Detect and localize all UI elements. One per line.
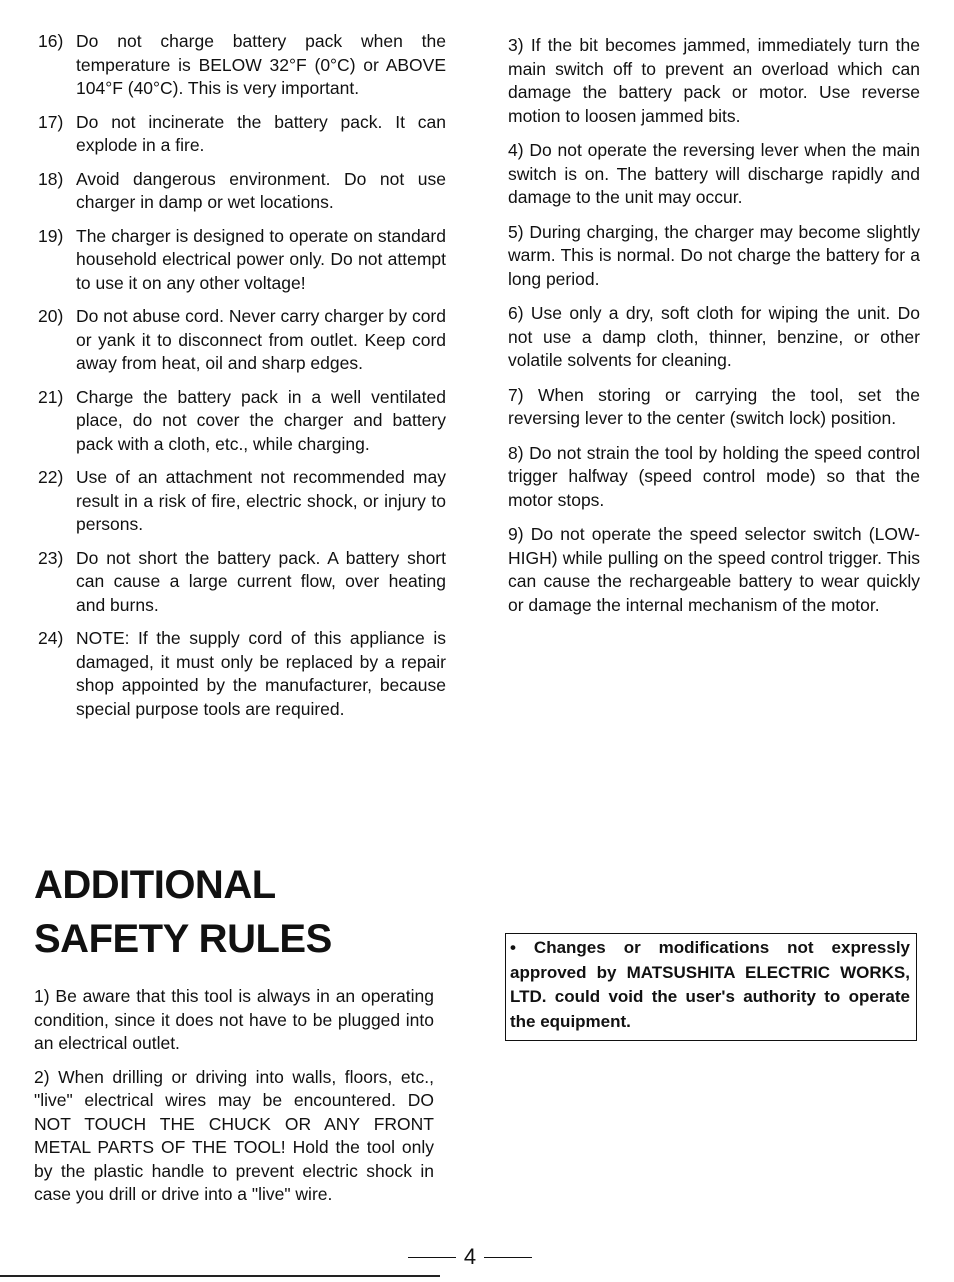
item-number: 6) (508, 303, 524, 323)
item-text: Do not incinerate the battery pack. It can explode in a fire. (76, 111, 446, 155)
list-item (508, 442, 920, 513)
list-item (38, 111, 446, 158)
additional-rules-list (34, 985, 434, 1217)
item-text: Be aware that this tool is always in an operating condition, since it does not have to be plugged into an electrical outlet. (34, 986, 434, 1053)
section-heading (34, 858, 332, 966)
item-number: 21) (38, 386, 64, 407)
item-text: Do not short the battery pack. A battery short can cause a large current flow, over heating and burns. (76, 547, 446, 615)
item-text: Use only a dry, soft cloth for wiping the unit. Do not use a damp cloth, thinner, benzine, or other volatile solvents for cleaning. (508, 303, 920, 370)
item-text: When storing or carrying the tool, set the reversing lever to the center (switch lock) position. (508, 384, 920, 428)
right-rules-list (508, 34, 920, 628)
fcc-notice-box: • Changes or modifications not expressly approved by MATSUSHITA ELECTRIC WORKS, LTD. could void the user's authority to operate the equipment. (505, 933, 917, 1041)
left-rules-list (38, 30, 446, 731)
page-number-dash-left (408, 1257, 456, 1258)
item-text: The charger is designed to operate on standard household electrical power only. Do not attempt to use it on any other voltage! (76, 225, 446, 293)
item-number: 3) (508, 35, 524, 55)
bottom-divider (0, 1275, 440, 1277)
list-item (38, 627, 446, 721)
item-text: Do not operate the speed selector switch (LOW-HIGH) while pulling on the speed control trigger. This can cause the rechargeable battery to wear quickly or damage the internal mechanism of the motor. (508, 524, 920, 615)
item-text: NOTE: If the supply cord of this appliance is damaged, it must only be replaced by a repair shop appointed by the manufacturer, because special purpose tools are required. (76, 628, 446, 719)
item-text: Do not charge battery pack when the temperature is BELOW 32°F (0°C) or ABOVE 104°F (40°C). This is very important. (76, 31, 446, 98)
page-number-value: 4 (463, 1244, 477, 1269)
list-item (38, 168, 446, 215)
item-text: During charging, the charger may become slightly warm. This is normal. Do not charge the battery for a long period. (508, 221, 920, 289)
list-item (508, 34, 920, 128)
list-item (34, 985, 434, 1056)
item-text: Use of an attachment not recommended may result in a risk of fire, electric shock, or injury to persons. (76, 467, 446, 534)
item-number: 9) (508, 524, 524, 544)
item-number: 16) (38, 31, 64, 51)
item-number: 17) (38, 111, 64, 132)
item-number: 23) (38, 547, 64, 568)
list-item (38, 305, 446, 376)
item-number: 24) (38, 628, 64, 648)
item-number: 19) (38, 225, 64, 246)
item-number: 5) (508, 221, 524, 242)
heading-line-1: ADDITIONAL (34, 863, 276, 907)
list-item (38, 466, 446, 537)
list-item (38, 30, 446, 101)
item-text: Do not operate the reversing lever when the main switch is on. The battery will discharge rapidly and damage to the unit may occur. (508, 140, 920, 207)
list-item (508, 139, 920, 210)
item-number: 8) (508, 442, 524, 463)
list-item (34, 1066, 434, 1207)
list-item (508, 523, 920, 617)
list-item (508, 384, 920, 431)
item-number: 4) (508, 140, 524, 160)
list-item (38, 386, 446, 457)
page-number-dash-right (484, 1257, 532, 1258)
page-number (395, 1242, 545, 1272)
item-text: When drilling or driving into walls, floors, etc., "live" electrical wires may be encountered. DO NOT TOUCH THE CHUCK OR ANY FRONT METAL PARTS OF THE TOOL! Hold the tool only by the plastic handle to prevent electric shock in case you drill or drive into a "live" wire. (34, 1066, 434, 1204)
item-text: Do not abuse cord. Never carry charger by cord or yank it to disconnect from outlet. Keep cord away from heat, oil and sharp edges. (76, 306, 446, 373)
list-item (508, 302, 920, 373)
item-number: 2) (34, 1066, 50, 1087)
heading-line-2: SAFETY RULES (34, 917, 332, 961)
item-number: 18) (38, 168, 64, 189)
item-number: 7) (508, 384, 524, 405)
item-number: 22) (38, 467, 64, 487)
item-number: 1) (34, 986, 50, 1006)
list-item (508, 221, 920, 292)
item-text: Do not strain the tool by holding the speed control trigger halfway (speed control mode) so that the motor stops. (508, 442, 920, 510)
list-item (38, 225, 446, 296)
item-number: 20) (38, 306, 64, 326)
item-text: Avoid dangerous environment. Do not use charger in damp or wet locations. (76, 168, 446, 212)
item-text: If the bit becomes jammed, immediately turn the main switch off to prevent an overload which can damage the battery pack or motor. Use reverse motion to loosen jammed bits. (508, 35, 920, 126)
list-item (38, 547, 446, 618)
item-text: Charge the battery pack in a well ventilated place, do not cover the charger and battery pack with a cloth, etc., while charging. (76, 386, 446, 454)
